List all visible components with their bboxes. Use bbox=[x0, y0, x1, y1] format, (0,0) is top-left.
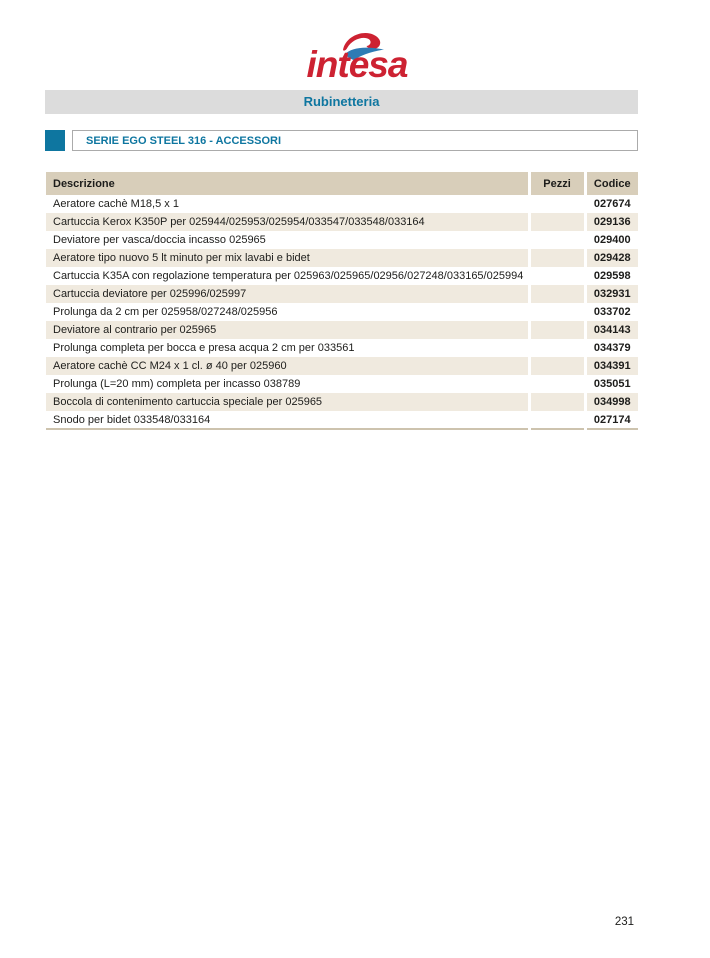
column-header-pezzi: Pezzi bbox=[529, 172, 585, 195]
cell-pezzi bbox=[529, 285, 585, 303]
logo-text: intesa bbox=[306, 44, 408, 85]
cell-codice: 029400 bbox=[585, 231, 638, 249]
cell-pezzi bbox=[529, 303, 585, 321]
table-row bbox=[46, 249, 638, 267]
page-number: 231 bbox=[614, 916, 634, 928]
cell-codice: 032931 bbox=[585, 285, 638, 303]
column-header-descrizione: Descrizione bbox=[53, 177, 115, 190]
cell-descrizione: Aeratore cachè M18,5 x 1 bbox=[53, 198, 179, 210]
table-row bbox=[46, 339, 638, 357]
cell-codice: 027174 bbox=[585, 411, 638, 429]
cell-descrizione: Cartuccia deviatore per 025996/025997 bbox=[53, 288, 247, 300]
cell-pezzi bbox=[529, 357, 585, 375]
cell-codice: 029428 bbox=[585, 249, 638, 267]
cell-pezzi bbox=[529, 213, 585, 231]
cell-codice: 034998 bbox=[585, 393, 638, 411]
section-marker bbox=[45, 130, 65, 151]
cell-pezzi bbox=[529, 339, 585, 357]
table-row bbox=[46, 195, 638, 213]
section-title: SERIE EGO STEEL 316 - ACCESSORI bbox=[86, 135, 281, 147]
intesa-logo bbox=[299, 28, 415, 85]
cell-codice: 027674 bbox=[585, 195, 638, 213]
category-header-bar bbox=[45, 90, 638, 114]
cell-codice: 034143 bbox=[585, 321, 638, 339]
cell-descrizione: Cartuccia Kerox K350P per 025944/025953/025954/033547/033548/033164 bbox=[53, 216, 425, 228]
table-row bbox=[46, 267, 638, 285]
table-row bbox=[46, 357, 638, 375]
cell-codice: 029598 bbox=[585, 267, 638, 285]
section-title-box bbox=[72, 130, 638, 151]
cell-pezzi bbox=[529, 375, 585, 393]
cell-codice: 029136 bbox=[585, 213, 638, 231]
cell-codice: 034379 bbox=[585, 339, 638, 357]
table-row bbox=[46, 303, 638, 321]
cell-codice: 034391 bbox=[585, 357, 638, 375]
cell-codice: 035051 bbox=[585, 375, 638, 393]
cell-descrizione: Cartuccia K35A con regolazione temperatura per 025963/025965/02956/027248/033165/025994 bbox=[53, 270, 524, 282]
cell-descrizione: Deviatore al contrario per 025965 bbox=[53, 324, 217, 336]
table-row bbox=[46, 285, 638, 303]
table-header-row bbox=[46, 172, 638, 195]
table-row bbox=[46, 231, 638, 249]
table-row bbox=[46, 375, 638, 393]
table-row bbox=[46, 213, 638, 231]
product-table bbox=[46, 172, 638, 430]
cell-descrizione: Prolunga completa per bocca e presa acqua 2 cm per 033561 bbox=[53, 342, 355, 354]
cell-descrizione: Aeratore cachè CC M24 x 1 cl. ø 40 per 025960 bbox=[53, 360, 287, 372]
cell-pezzi bbox=[529, 249, 585, 267]
cell-descrizione: Snodo per bidet 033548/033164 bbox=[53, 413, 211, 426]
cell-descrizione: Boccola di contenimento cartuccia speciale per 025965 bbox=[53, 396, 323, 408]
table-body bbox=[46, 195, 638, 429]
table-row bbox=[46, 393, 638, 411]
cell-pezzi bbox=[529, 393, 585, 411]
cell-codice: 033702 bbox=[585, 303, 638, 321]
cell-pezzi bbox=[529, 231, 585, 249]
table-row bbox=[46, 321, 638, 339]
cell-pezzi bbox=[529, 267, 585, 285]
cell-descrizione: Prolunga da 2 cm per 025958/027248/025956 bbox=[53, 306, 278, 318]
cell-pezzi bbox=[529, 321, 585, 339]
table-row bbox=[46, 411, 638, 429]
category-title: Rubinetteria bbox=[303, 94, 380, 109]
cell-descrizione: Deviatore per vasca/doccia incasso 025965 bbox=[53, 234, 266, 246]
column-header-codice: Codice bbox=[585, 172, 638, 195]
cell-descrizione: Aeratore tipo nuovo 5 lt minuto per mix lavabi e bidet bbox=[53, 252, 310, 264]
cell-pezzi bbox=[529, 411, 585, 429]
cell-descrizione: Prolunga (L=20 mm) completa per incasso 038789 bbox=[53, 378, 301, 390]
cell-pezzi bbox=[529, 195, 585, 213]
